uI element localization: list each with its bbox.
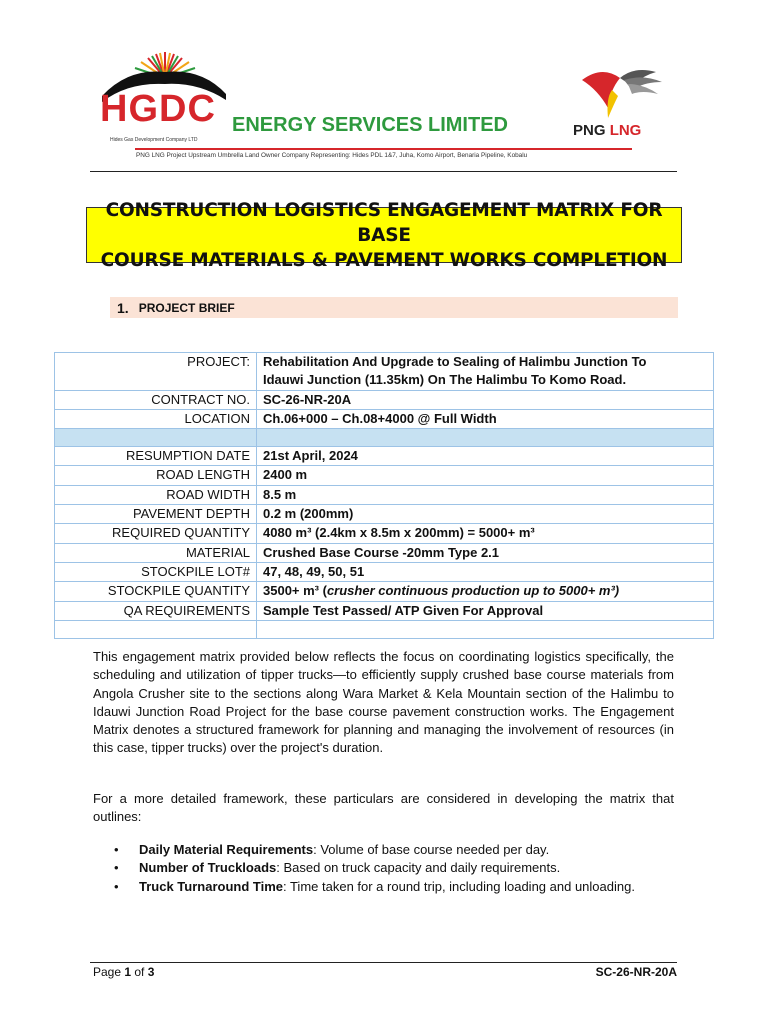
- road-length-value: 2400 m: [257, 466, 714, 485]
- qa-requirements-label: QA REQUIREMENTS: [55, 601, 257, 620]
- list-item-term: Daily Material Requirements: [139, 842, 314, 857]
- list-item-desc: : Volume of base course needed per day.: [313, 842, 550, 857]
- list-item-desc: : Based on truck capacity and daily requirements.: [276, 860, 561, 876]
- list-item: [112, 859, 674, 877]
- table-row: [55, 505, 714, 524]
- empty-cell: [55, 620, 257, 638]
- stockpile-quantity-note: crusher continuous production up to 5000+ m³): [326, 583, 620, 599]
- framework-paragraph: For a more detailed framework, these particulars are considered in developing the matrix that outlines:: [93, 791, 674, 825]
- pavement-depth-label: PAVEMENT DEPTH: [55, 505, 257, 524]
- location-label: LOCATION: [55, 409, 257, 428]
- project-value-line-2: Idauwi Junction (11.35km) On The Halimbu To Komo Road.: [263, 372, 627, 388]
- spacer-cell: [55, 429, 257, 447]
- pavement-depth-value: 0.2 m (200mm): [257, 505, 714, 524]
- required-quantity-label: REQUIRED QUANTITY: [55, 524, 257, 543]
- stockpile-quantity-value: [257, 582, 714, 601]
- stockpile-lot-value: 47, 48, 49, 50, 51: [257, 562, 714, 581]
- table-row: [55, 466, 714, 485]
- table-row: [55, 485, 714, 504]
- letterhead: [90, 40, 680, 175]
- letterhead-tagline: PNG LNG Project Upstream Umbrella Land Owner Company Representing: Hides PDL 1&7, Juha, Komo Airport, Benaria Pipeline, Kobalu: [136, 152, 528, 159]
- intro-paragraph: This engagement matrix provided below reflects the focus on coordinating logistics specifically, the scheduling and utilization of tipper trucks—to efficiently supply crushed base course materials from Angola Crusher site to the sections along Wara Market & Kela Mountain section of the Halimbu to Idauwi Junction Road Project for the base course pavement construction works. The Engagement Matrix denotes a structured framework for planning and managing the involvement of resources (in this case, tipper trucks) over the project's duration.: [93, 649, 674, 756]
- project-brief-table: [54, 352, 714, 639]
- empty-cell: [257, 620, 714, 638]
- title-line-1: CONSTRUCTION LOGISTICS ENGAGEMENT MATRIX FOR BASE: [105, 199, 663, 246]
- list-item: [112, 841, 674, 859]
- png-lng-wordmark: [573, 122, 641, 139]
- road-width-value: 8.5 m: [257, 485, 714, 504]
- stockpile-quantity-main: 3500+ m³ (: [263, 583, 327, 599]
- title-line-2: COURSE MATERIALS & PAVEMENT WORKS COMPLETION: [100, 249, 668, 271]
- table-empty-row: [55, 620, 714, 638]
- particulars-list: [112, 841, 674, 896]
- resumption-label: RESUMPTION DATE: [55, 447, 257, 466]
- table-row: [55, 353, 714, 391]
- road-length-label: ROAD LENGTH: [55, 466, 257, 485]
- contract-value: SC-26-NR-20A: [257, 390, 714, 409]
- project-value-line-1: Rehabilitation And Upgrade to Sealing of Halimbu Junction To: [263, 354, 647, 369]
- png-wordmark: PNG: [573, 122, 606, 139]
- document-title-box: [86, 199, 682, 271]
- bullet-icon: •: [114, 878, 119, 894]
- header-divider: [90, 171, 677, 172]
- table-row: [55, 390, 714, 409]
- table-row: [55, 582, 714, 601]
- page-total: 3: [147, 965, 155, 979]
- location-value: Ch.06+000 – Ch.08+4000 @ Full Width: [257, 409, 714, 428]
- list-item-term: Number of Truckloads: [139, 860, 277, 876]
- spacer-cell: [257, 429, 714, 447]
- table-row: [55, 409, 714, 428]
- table-row: [55, 447, 714, 466]
- section-title: PROJECT BRIEF: [138, 300, 235, 315]
- road-width-label: ROAD WIDTH: [55, 485, 257, 504]
- stockpile-lot-label: STOCKPILE LOT#: [55, 562, 257, 581]
- hgdc-logo-text: HGDC: [100, 88, 216, 130]
- page-of: of: [131, 965, 148, 979]
- project-value: [257, 353, 714, 391]
- material-value: Crushed Base Course -20mm Type 2.1: [257, 543, 714, 562]
- page-word: Page: [93, 965, 125, 979]
- table-spacer-row: [55, 429, 714, 447]
- hgdc-subtitle: Hides Gas Development Company LTD: [110, 137, 198, 143]
- page-current: 1: [124, 965, 132, 979]
- list-item: [112, 878, 674, 896]
- section-number: 1.: [117, 299, 129, 316]
- section-header-project-brief: [110, 297, 678, 318]
- header-red-rule: [135, 148, 632, 150]
- footer-divider: [90, 962, 677, 963]
- table-row: [55, 524, 714, 543]
- list-item-desc: : Time taken for a round trip, including loading and unloading.: [282, 878, 635, 894]
- lng-wordmark: LNG: [609, 122, 642, 139]
- bullet-icon: •: [114, 842, 119, 857]
- list-item-term: Truck Turnaround Time: [139, 878, 283, 894]
- company-name: ENERGY SERVICES LIMITED: [232, 114, 508, 136]
- qa-requirements-value: Sample Test Passed/ ATP Given For Approval: [257, 601, 714, 620]
- contract-label: CONTRACT NO.: [55, 390, 257, 409]
- footer-document-code: SC-26-NR-20A: [595, 965, 677, 979]
- page-number: [93, 965, 154, 979]
- bullet-icon: •: [114, 860, 119, 876]
- resumption-value: 21st April, 2024: [257, 447, 714, 466]
- document-title: [87, 198, 681, 273]
- required-quantity-value: 4080 m³ (2.4km x 8.5m x 200mm) = 5000+ m³: [257, 524, 714, 543]
- project-label: PROJECT:: [55, 353, 257, 391]
- stockpile-quantity-label: STOCKPILE QUANTITY: [55, 582, 257, 601]
- table-row: [55, 601, 714, 620]
- table-row: [55, 562, 714, 581]
- table-row: [55, 543, 714, 562]
- material-label: MATERIAL: [55, 543, 257, 562]
